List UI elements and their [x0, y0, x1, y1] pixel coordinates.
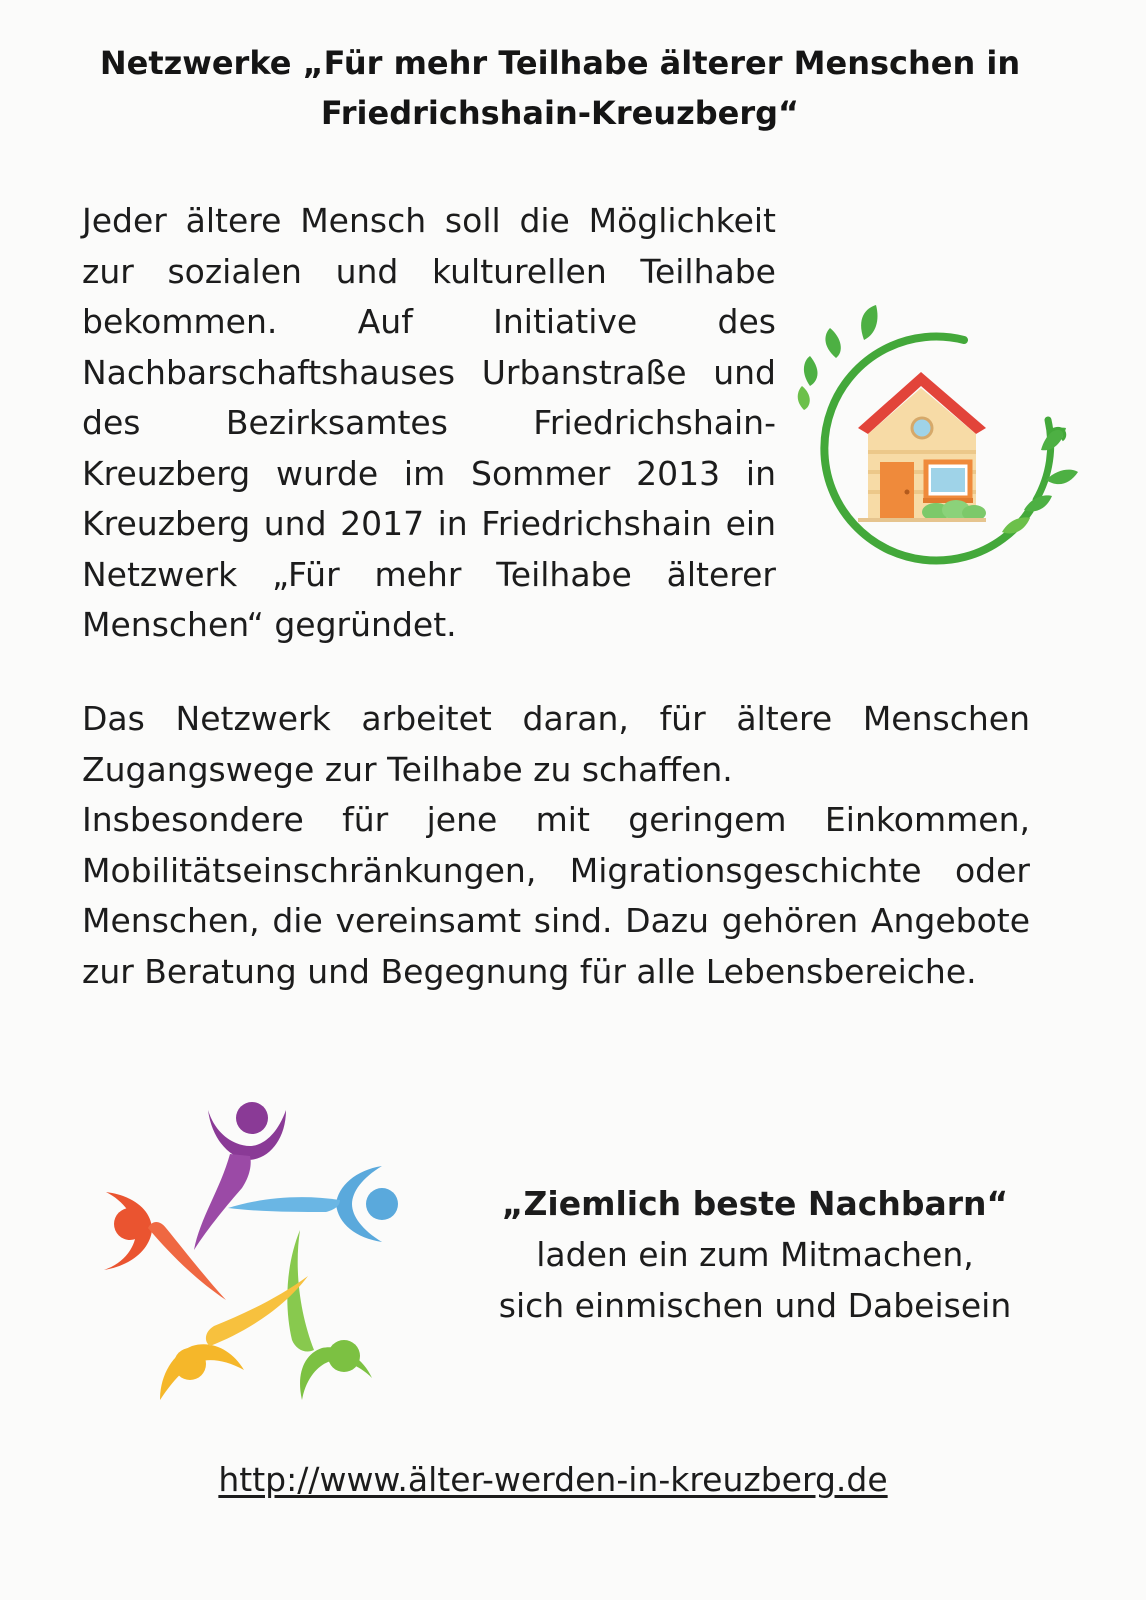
motto-line-1: laden ein zum Mitmachen, [536, 1235, 974, 1274]
page-title-line-1: Netzwerke „Für mehr Teilhabe älterer Menschen in [99, 44, 1021, 82]
page-title [60, 38, 1060, 138]
purple-person-icon [194, 1102, 286, 1250]
body-paragraph-1: Das Netzwerk arbeitet daran, für ältere Menschen Zugangswege zur Teilhabe zu schaffen. [82, 699, 1030, 789]
website-link[interactable]: http://www.älter-werden-in-kreuzberg.de [218, 1460, 888, 1499]
yellow-person-icon [160, 1276, 308, 1400]
red-person-icon [104, 1192, 226, 1300]
blue-person-icon [228, 1166, 398, 1242]
motto-line-2: sich einmischen und Dabeisein [498, 1286, 1012, 1325]
house-logo-icon [796, 300, 1081, 570]
green-person-icon [287, 1230, 372, 1400]
body-text [82, 694, 1030, 997]
page-title-line-2: Friedrichshain-Kreuzberg“ [320, 94, 800, 132]
motto-title: „Ziemlich beste Nachbarn“ [501, 1184, 1009, 1223]
motto-block [470, 1178, 1040, 1331]
intro-paragraph: Jeder ältere Mensch soll die Möglichkeit zur sozialen und kulturellen Teilhabe bekommen. Auf Initiative des Nachbarschaftshauses Urbanstraße und des Bezirksamtes Friedrichshain-Kreuzberg wurde im Sommer 2013 in Kreuzberg und 2017 in Friedrichshain ein Netzwerk „Für mehr Teilhabe älterer Menschen“ gegründet. [82, 201, 776, 644]
body-paragraph-2: Insbesondere für jene mit geringem Einkommen, Mobilitätseinschränkungen, Migrationsgeschichte oder Menschen, die vereinsamt sind. Dazu gehören Angebote zur Beratung und Begegnung für alle Lebensbereiche. [82, 800, 1030, 991]
people-circle-logo-icon [100, 1100, 410, 1410]
